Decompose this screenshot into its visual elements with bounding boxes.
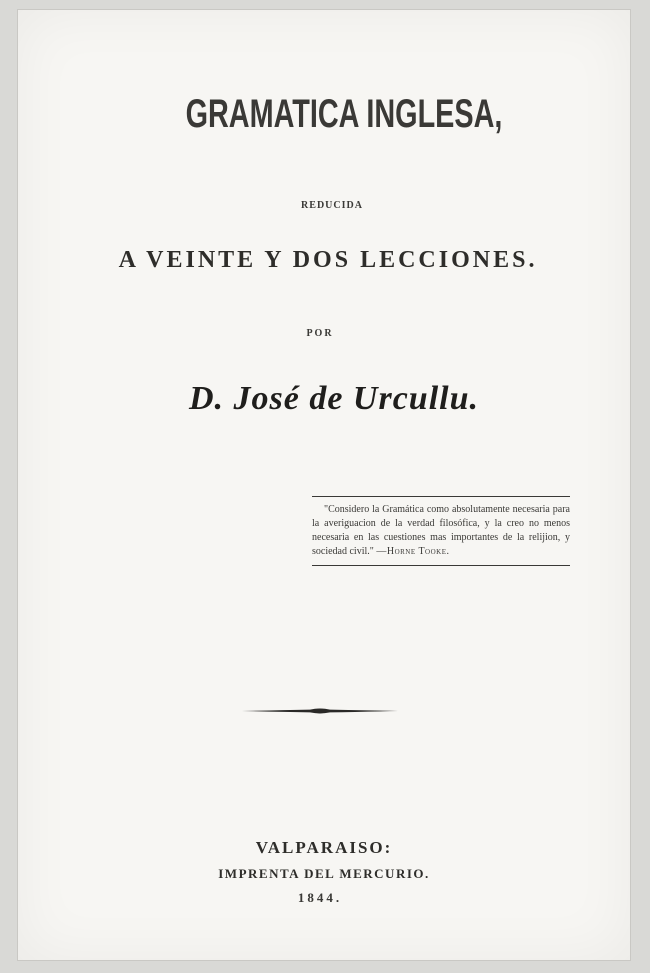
decorative-rule-ornament-icon xyxy=(240,706,400,716)
epigraph-text: "Considero la Gramática como absolutamente necesaria para la averiguacion de la verdad filosófica, y la creo no menos necesaria en las cuestiones mas importantes de la relijion, y sociedad civil." xyxy=(312,504,570,557)
book-title: GRAMATICA INGLESA, xyxy=(185,92,503,136)
imprint-year: 1844. xyxy=(297,890,343,905)
author-name: D. José de Urcullu. xyxy=(188,380,480,417)
title-page xyxy=(18,10,630,960)
imprint-city: VALPARAISO: xyxy=(255,838,393,857)
epigraph-attribution: —Horne Tooke. xyxy=(376,546,450,557)
book-subtitle: A VEINTE Y DOS LECCIONES. xyxy=(118,247,538,273)
by-label: POR xyxy=(306,328,334,339)
epigraph xyxy=(312,496,570,566)
imprint-printer: IMPRENTA DEL MERCURIO. xyxy=(218,866,430,881)
reduced-to-label: REDUCIDA xyxy=(301,200,363,211)
